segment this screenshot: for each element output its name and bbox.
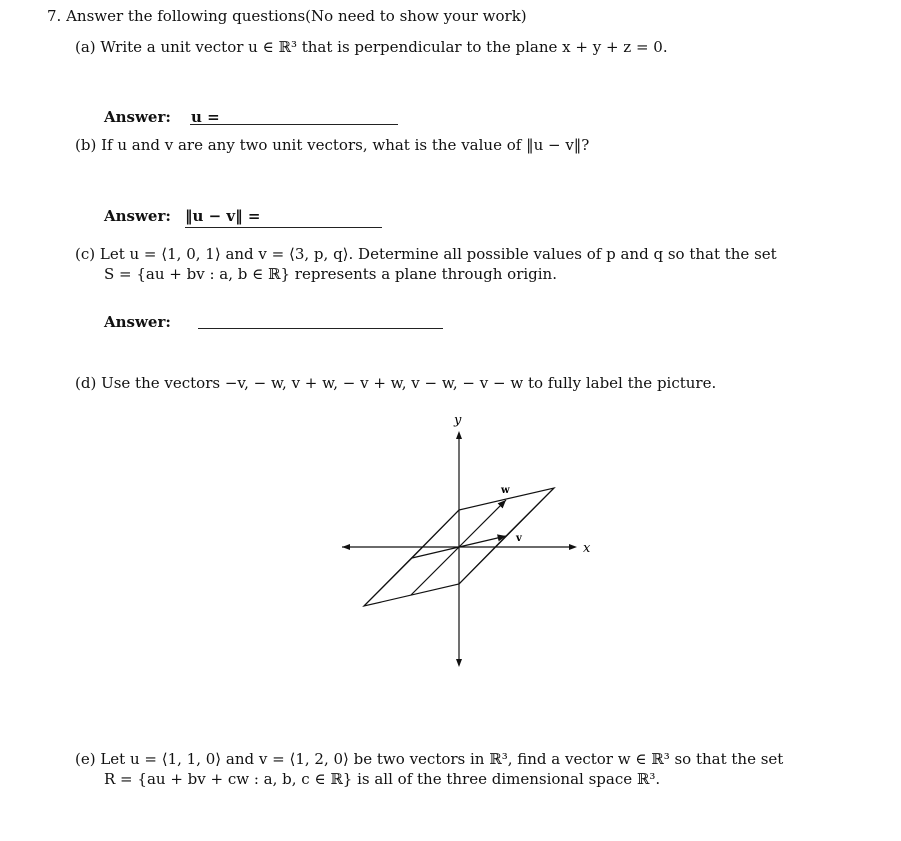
part-d-text: (d) Use the vectors −v, − w, v + w, − v + w, v − w, − v − w to fully label the picture. — [75, 374, 717, 392]
part-b-answer-blank[interactable] — [185, 227, 382, 228]
vector-parallelogram-diagram — [330, 405, 600, 675]
vector-v-line — [459, 536, 506, 547]
vector-neg-w-line — [411, 547, 459, 595]
vector-w-line — [459, 500, 506, 547]
part-e-text-line2: R = {au + bv + cw : a, b, c ∈ ℝ} is all of the three dimensional space ℝ³. — [104, 770, 661, 788]
part-c-text-line2: S = {au + bv : a, b ∈ ℝ} represents a plane through origin. — [104, 265, 557, 283]
part-c-answer-label: Answer: — [104, 313, 171, 331]
part-a-answer-prefix: u = — [191, 108, 220, 126]
x-axis-left-arrowhead — [342, 544, 350, 550]
part-a-text: (a) Write a unit vector u ∈ ℝ³ that is perpendicular to the plane x + y + z = 0. — [75, 38, 668, 56]
vector-neg-v-line — [412, 547, 459, 558]
part-e-text-line1: (e) Let u = ⟨1, 1, 0⟩ and v = ⟨1, 2, 0⟩ be two vectors in ℝ³, find a vector w ∈ ℝ³ so that the set — [75, 750, 784, 768]
x-axis-label: x — [583, 541, 591, 556]
v-vector-label: v — [516, 533, 522, 544]
question-header: 7. Answer the following questions(No need to show your work) — [47, 7, 527, 25]
part-b-answer-label: Answer: — [104, 207, 171, 225]
diag-right-lower — [459, 536, 506, 584]
w-vector-label: w — [501, 485, 510, 496]
part-a-answer-label: Answer: — [104, 108, 171, 126]
diag-left-lower — [364, 558, 412, 606]
diag-left-upper — [412, 510, 459, 558]
part-c-text-line1: (c) Let u = ⟨1, 0, 1⟩ and v = ⟨3, p, q⟩. Determine all possible values of p and q so that the set — [75, 245, 777, 263]
y-axis-label: y — [454, 413, 462, 428]
diag-v-plus-w — [506, 488, 554, 536]
part-b-text: (b) If u and v are any two unit vectors, what is the value of ‖u − v‖? — [75, 136, 590, 154]
part-c-answer-blank[interactable] — [198, 328, 443, 329]
part-a-answer-blank[interactable] — [190, 124, 398, 125]
part-b-answer-prefix: ‖u − v‖ = — [185, 207, 261, 225]
x-axis-right-arrowhead — [569, 544, 577, 550]
y-axis-up-arrowhead — [456, 431, 462, 439]
y-axis-down-arrowhead — [456, 659, 462, 667]
